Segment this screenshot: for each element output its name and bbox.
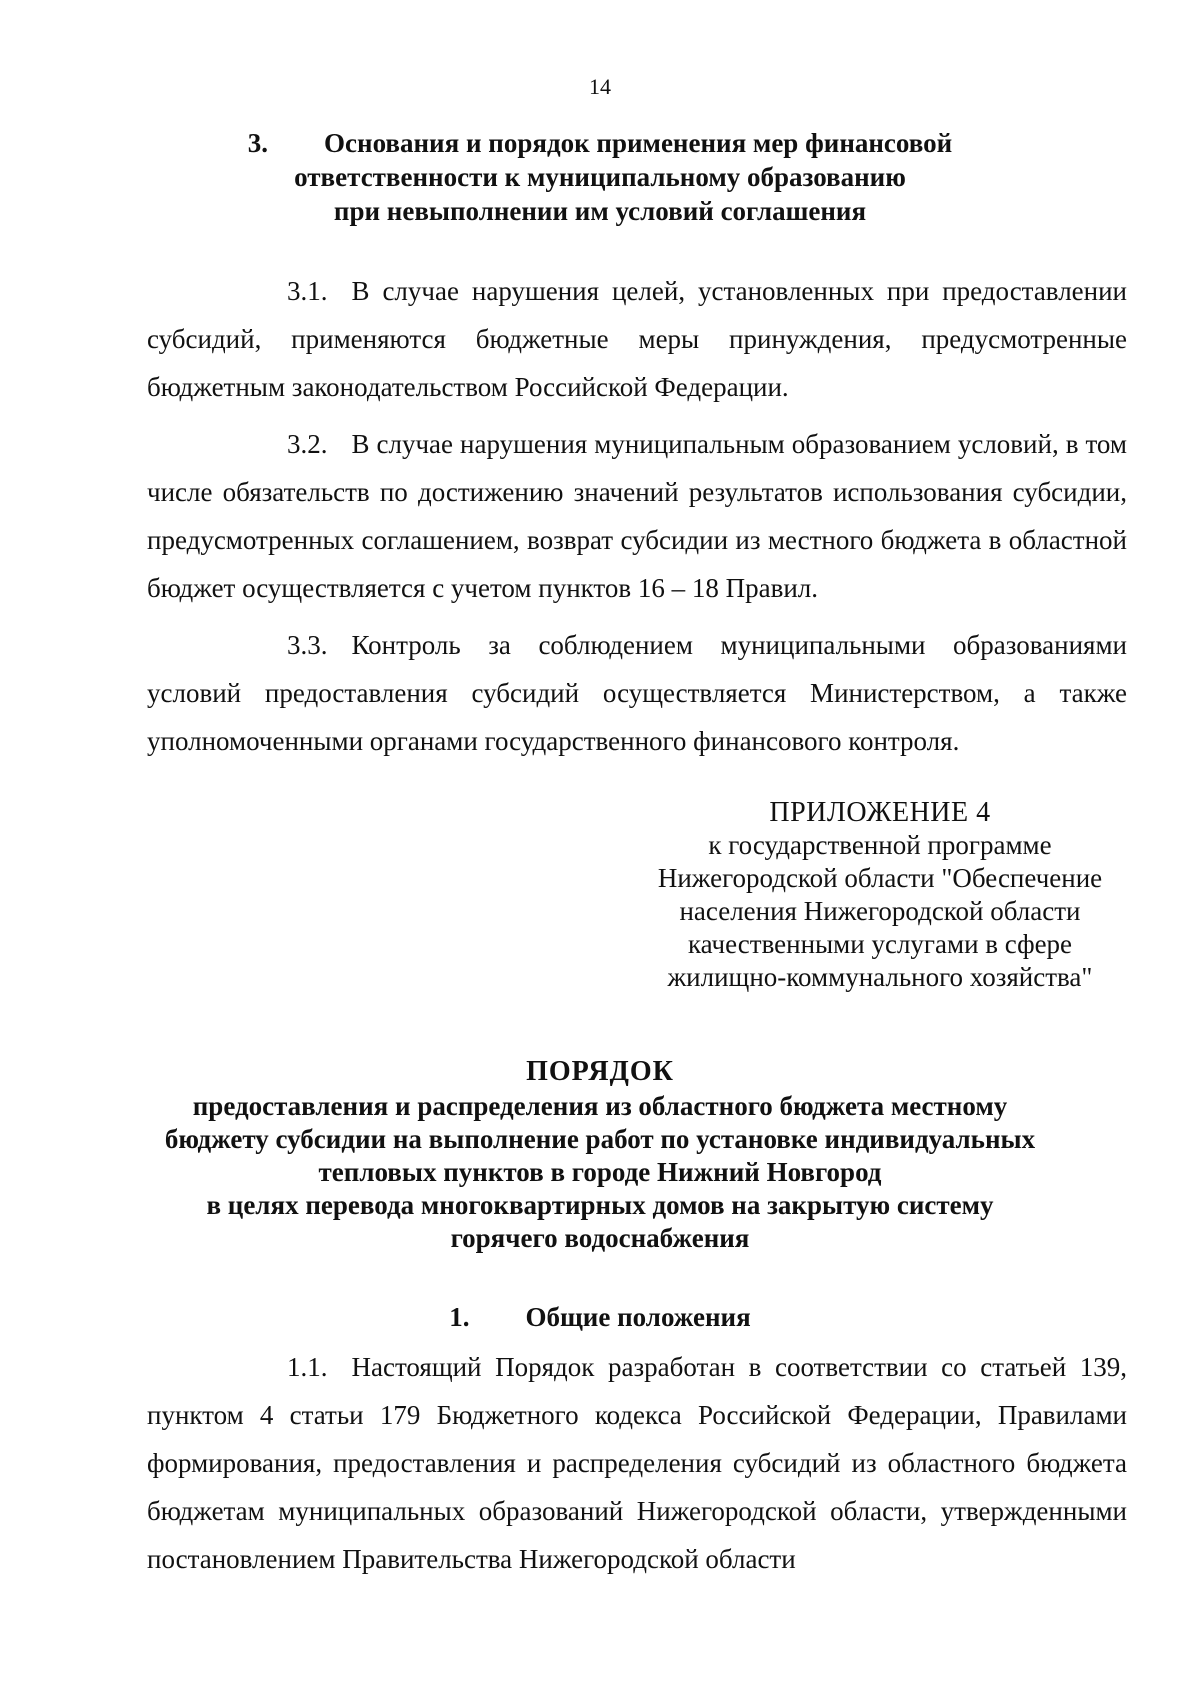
paragraph-1-1 bbox=[147, 1343, 1127, 1583]
annex-line-4: качественными услугами в сфере bbox=[687, 929, 1073, 959]
order-line-1: предоставления и распределения из областного бюджета местному bbox=[192, 1091, 1008, 1121]
annex-title: ПРИЛОЖЕНИЕ 4 bbox=[769, 797, 991, 828]
page-number: 14 bbox=[589, 74, 611, 99]
annex-line-3: населения Нижегородской области bbox=[679, 896, 1081, 926]
order-line-3: тепловых пунктов в городе Нижний Новгород bbox=[318, 1157, 882, 1187]
annex-line-5: жилищно-коммунального хозяйства" bbox=[667, 962, 1093, 992]
section-3-title-line-1: Основания и порядок применения мер финансовой bbox=[324, 128, 953, 158]
paragraph-3-2-number: 3.2. bbox=[287, 429, 328, 459]
paragraph-3-1 bbox=[147, 267, 1127, 411]
paragraph-1-1-number: 1.1. bbox=[287, 1352, 328, 1382]
annex-line-2: Нижегородской области "Обеспечение bbox=[657, 863, 1103, 893]
paragraph-3-3-number: 3.3. bbox=[287, 630, 328, 660]
section-3-title-line-3: при невыполнении им условий соглашения bbox=[333, 196, 867, 226]
order-title-block bbox=[0, 1055, 1200, 1255]
paragraph-3-3 bbox=[147, 621, 1127, 765]
annex-header bbox=[640, 796, 1120, 994]
paragraph-3-2 bbox=[147, 420, 1127, 612]
section-1-title: Общие положения bbox=[525, 1302, 751, 1332]
paragraph-3-1-text: В случае нарушения целей, установленных при предоставлении субсидий, применяются бюджетные меры принуждения, предусмотренные бюджетным законодательством Российской Федерации. bbox=[147, 276, 1127, 402]
section-1-number: 1. bbox=[449, 1302, 470, 1332]
paragraph-3-1-number: 3.1. bbox=[287, 276, 328, 306]
order-line-2: бюджету субсидии на выполнение работ по установке индивидуальных bbox=[164, 1124, 1036, 1154]
order-line-4: в целях перевода многоквартирных домов на закрытую систему bbox=[206, 1190, 994, 1220]
paragraph-3-3-text: Контроль за соблюдением муниципальными образованиями условий предоставления субсидий осуществляется Министерством, а также уполномоченными органами государственного финансового контроля. bbox=[147, 630, 1127, 756]
section-3-number: 3. bbox=[247, 128, 269, 158]
paragraph-3-2-text: В случае нарушения муниципальным образованием условий, в том числе обязательств по достижению значений результатов использования субсидии, предусмотренных соглашением, возврат субсидии из местного бюджета в областной бюджет осуществляется с учетом пунктов 16 – 18 Правил. bbox=[147, 429, 1127, 603]
section-3-heading-line-1 bbox=[0, 126, 1200, 160]
section-1-heading bbox=[0, 1300, 1200, 1334]
paragraph-1-1-text: Настоящий Порядок разработан в соответствии со статьей 139, пунктом 4 статьи 179 Бюджетного кодекса Российской Федерации, Правилами формирования, предоставления и распределения субсидий из областного бюджета бюджетам муниципальных образований Нижегородской области, утвержденными постановлением Правительства Нижегородской области bbox=[147, 1352, 1127, 1574]
section-3-title-line-2: ответственности к муниципальному образованию bbox=[294, 162, 906, 192]
annex-line-1: к государственной программе bbox=[708, 830, 1052, 860]
order-title: ПОРЯДОК bbox=[526, 1056, 674, 1087]
order-line-5: горячего водоснабжения bbox=[450, 1223, 750, 1253]
section-3-heading bbox=[0, 126, 1200, 228]
